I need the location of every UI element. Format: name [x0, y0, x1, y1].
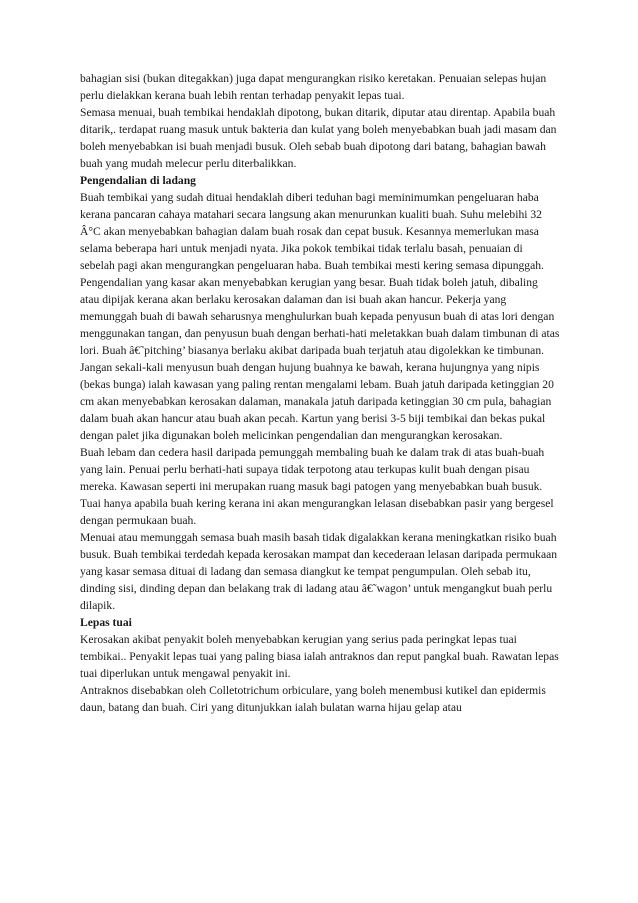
document-page — [80, 70, 560, 716]
section-heading-pengendalian: Pengendalian di ladang — [80, 174, 196, 187]
paragraph-semasa-menuai: Semasa menuai, buah tembikai hendaklah dipotong, bukan ditarik, diputar atau direntap. Apabila buah ditarik,. terdapat ruang masuk untuk bakteria dan kulat yang boleh menyebabkan buah jadi masam dan boleh menyebabkan isi buah menjadi busuk. Oleh sebab buah dipotong dari batang, bahagian bawah buah yang mudah melecur perlu diterbalikkan. — [80, 106, 557, 170]
paragraph-buah-lebam: Buah lebam dan cedera hasil daripada pemunggah membaling buah ke dalam trak di atas buah-buah yang lain. Penuai perlu berhati-hati supaya tidak terpotong atau terkupas kulit buah dengan pisau mereka. Kawasan seperti ini merupakan ruang masuk bagi patogen yang menyebabkan buah busuk. Tuai hanya apabila buah kering kerana ini akan mengurangkan lelasan disebabkan pasir yang bergesel dengan permukaan buah. — [80, 446, 554, 527]
section-heading-lepas-tuai: Lepas tuai — [80, 616, 132, 629]
paragraph-kerosakan-penyakit: Kerosakan akibat penyakit boleh menyebabkan kerugian yang serius pada peringkat lepas tuai tembikai.. Penyakit lepas tuai yang paling biasa ialah antraknos dan reput pangkal buah. Rawatan lepas tuai diperlukan untuk mengawal penyakit ini. — [80, 633, 559, 680]
paragraph-pengendalian-kasar: Pengendalian yang kasar akan menyebabkan kerugian yang besar. Buah tidak boleh jatuh, dibaling atau dipijak kerana akan berlaku kerosakan dalaman dan isi buah akan hancur. Pekerja yang memunggah buah di bawah seharusnya menghulurkan buah kepada penyusun buah di atas lori dengan menggunakan tangan, dan penyusun buah dengan berhati-hati meletakkan buah dalam timbunan di atas lori. Buah â€˜pitching’ biasanya berlaku akibat daripada buah terjatuh atau digolekkan ke timbunan. Jangan sekali-kali menyusun buah dengan hujung buahnya ke bawah, kerana hujungnya yang nipis (bekas bunga) ialah kawasan yang paling rentan mengalami lebam. Buah jatuh daripada ketinggian 20 cm akan menyebabkan kerosakan dalaman, manakala jatuh daripada ketinggian 30 cm pula, bahagian dalam buah akan hancur atau buah akan pecah. Kartun yang berisi 3-5 biji tembikai dan bekas pukal dengan palet jika digunakan boleh melicinkan pengendalian dan mengurangkan kerosakan. — [80, 276, 560, 442]
paragraph-penuaian-sisi: bahagian sisi (bukan ditegakkan) juga dapat mengurangkan risiko keretakan. Penuaian selepas hujan perlu dielakkan kerana buah lebih rentan terhadap penyakit lepas tuai. — [80, 72, 547, 102]
paragraph-antraknos: Antraknos disebabkan oleh Colletotrichum orbiculare, yang boleh menembusi kutikel dan epidermis daun, batang dan buah. Ciri yang ditunjukkan ialah bulatan warna hijau gelap atau — [80, 684, 546, 714]
paragraph-menuai-basah: Menuai atau memunggah semasa buah masih basah tidak digalakkan kerana meningkatkan risiko buah busuk. Buah tembikai terdedah kepada kerosakan mampat dan kecederaan lelasan daripada permukaan yang kasar semasa dituai di ladang dan semasa diangkut ke tempat pengumpulan. Oleh sebab itu, dinding sisi, dinding depan dan belakang trak di ladang atau â€˜wagon’ untuk mengangkut buah perlu dilapik. — [80, 531, 558, 612]
paragraph-teduhan-buah: Buah tembikai yang sudah dituai hendaklah diberi teduhan bagi meminimumkan pengeluaran haba kerana pancaran cahaya matahari secara langsung akan menurunkan kualiti buah. Suhu melebihi 32 Â°C akan menyebabkan bahagian dalam buah rosak dan cepat busuk. Kesannya memerlukan masa selama beberapa hari untuk menjadi nyata. Jika pokok tembikai tidak terlalu basah, penuaian di sebelah pagi akan mengurangkan pengeluaran haba. Buah tembikai mesti kering semasa dipunggah. — [80, 191, 544, 272]
